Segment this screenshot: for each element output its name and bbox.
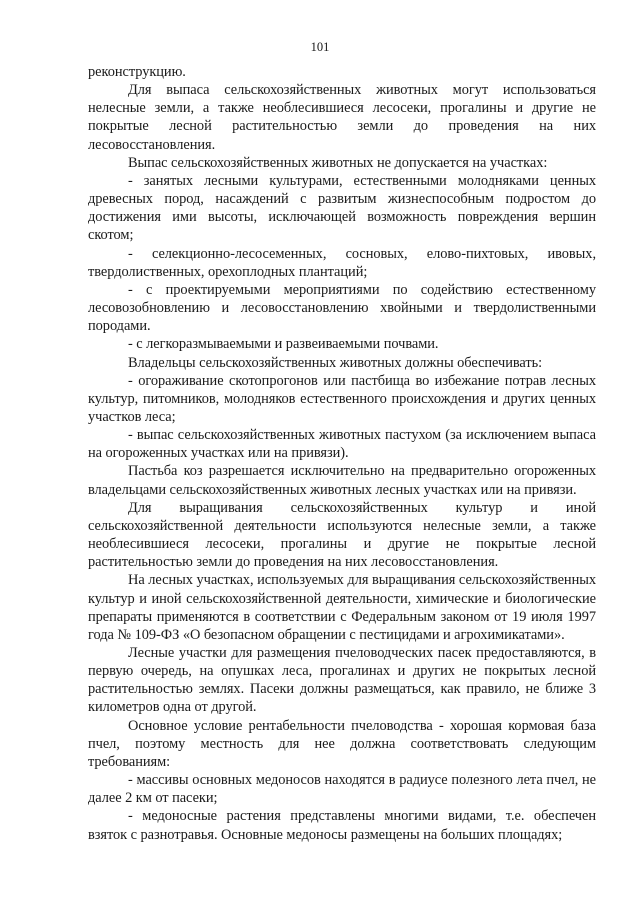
paragraph-6: - с проектируемыми мероприятиями по содействию естественному лесовозобновлению и лесовосстановлению хвойными и твердолиственными породами. — [88, 281, 596, 335]
paragraph-7: - с легкоразмываемыми и развеиваемыми почвами. — [128, 336, 439, 353]
paragraph-17: - медоносные растения представлены многими видами, т.е. обеспечен взяток с разнотравья. Основные медоносы размещены на больших площадях; — [88, 808, 596, 843]
paragraph-5: - селекционно-лесосеменных, сосновых, елово-пихтовых, ивовых, твердолиственных, орехоплодных плантаций; — [88, 245, 596, 280]
paragraph-10: - выпас сельскохозяйственных животных пастухом (за исключением выпаса на огороженных участках или на привязи). — [88, 427, 596, 462]
document-body — [88, 63, 596, 844]
paragraph-14: Лесные участки для размещения пчеловодческих пасек предоставляются, в первую очередь, на опушках леса, прогалинах и других не покрытых лесной растительностью землях. Пасеки должны размещаться, как правило, не ближе 3 километров одна от другой. — [88, 645, 596, 716]
page-number: 101 — [310, 40, 330, 54]
paragraph-9: - огораживание скотопрогонов или пастбища во избежание потрав лесных культур, питомников, молодняков естественного происхождения и других ценных участков леса; — [88, 372, 596, 425]
paragraph-15: Основное условие рентабельности пчеловодства - хорошая кормовая база пчел, поэтому местность для нее должна соответствовать следующим требованиям: — [88, 717, 596, 770]
paragraph-13: На лесных участках, используемых для выращивания сельскохозяйственных культур и иной сельскохозяйственной деятельности, химические и биологические препараты применяются в соответствии с Федеральным законом от 19 июля 1997 года № 109-ФЗ «О безопасном обращении с пестицидами и агрохимикатами». — [88, 572, 596, 643]
paragraph-11: Пастьба коз разрешается исключительно на предварительно огороженных владельцами сельскохозяйственных животных лесных участках или на привязи. — [88, 463, 596, 498]
paragraph-16: - массивы основных медоносов находятся в радиусе полезного лета пчел, не далее 2 км от пасеки; — [88, 772, 596, 807]
paragraph-1: реконструкцию. — [88, 64, 186, 80]
paragraph-3: Выпас сельскохозяйственных животных не допускается на участках: — [128, 154, 548, 171]
paragraph-8: Владельцы сельскохозяйственных животных должны обеспечивать: — [128, 354, 543, 371]
paragraph-2: Для выпаса сельскохозяйственных животных могут использоваться нелесные земли, а также необлесившиеся лесосеки, прогалины и другие не покрытые лесной растительностью земли до проведения на них лесовосстановления. — [88, 82, 596, 153]
paragraph-4: - занятых лесными культурами, естественными молодняками ценных древесных пород, насаждений с развитым жизнеспособным подростом до достижения ими высоты, исключающей возможность повреждения вершин скотом; — [88, 172, 596, 244]
paragraph-12: Для выращивания сельскохозяйственных культур и иной сельскохозяйственной деятельности используются нелесные земли, а также необлесившиеся лесосеки, прогалины и другие не покрытые лесной растительностью земли до проведения на них лесовосстановления. — [88, 499, 596, 571]
